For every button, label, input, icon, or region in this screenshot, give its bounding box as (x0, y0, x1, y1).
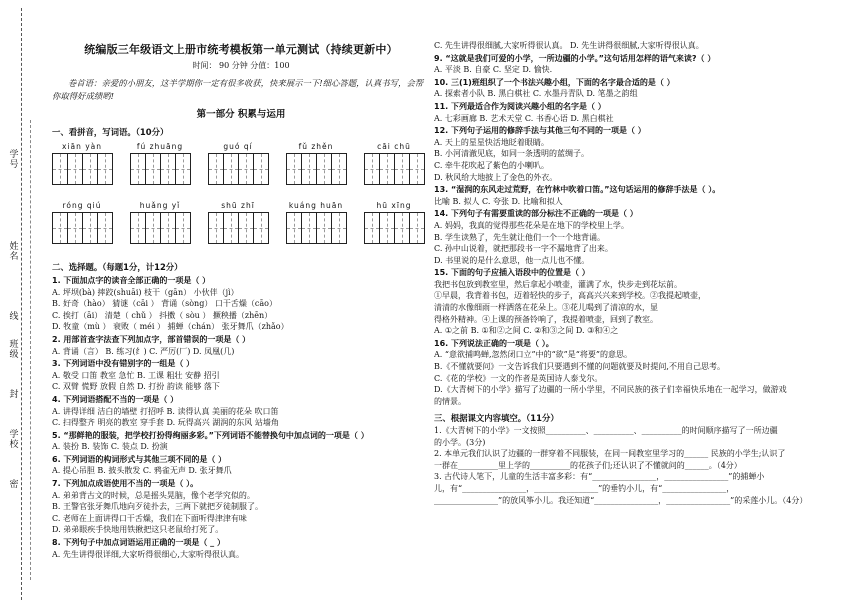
pinyin-text: shū zhī (221, 201, 255, 211)
answer-line: A. “意欲捕鸣蝉,忽然闭口立”中的“欲”是“将要”的意思。 (434, 350, 632, 360)
field-line (30, 120, 31, 580)
writing-box[interactable] (301, 212, 317, 244)
page-title: 统编版三年级语文上册市统考模板第一单元测试（持续更新中） (84, 43, 398, 56)
section-1-heading: 一、看拼音，写词语。（10分） (52, 126, 169, 137)
pinyin-group (364, 141, 424, 185)
writing-box[interactable] (379, 153, 395, 185)
binding-margin (0, 0, 48, 608)
writing-box[interactable] (145, 153, 161, 185)
pinyin-row-2 (52, 200, 430, 256)
writing-box[interactable] (208, 153, 224, 185)
answer-line: 3. 古代诗人笔下，儿童的生活丰富多彩：有“________________，________________”的捕蝉小 (434, 472, 765, 482)
writing-box[interactable] (364, 212, 380, 244)
question-stem: 7. 下列加点成语使用不当的一项是（ ）。 (52, 479, 199, 489)
answer-line: 的小学。(3分) (434, 437, 486, 447)
cut-line (21, 8, 22, 600)
writing-box[interactable] (67, 153, 83, 185)
writing-box[interactable] (238, 212, 254, 244)
answer-line: D. 书里说的是什么意思，他一点儿也不懂。 (434, 255, 590, 265)
answer-line: C. 牵牛花吹起了紫色的小喇叭。 (434, 160, 549, 170)
pinyin-text: guó qí (223, 142, 253, 152)
intro-text: 卷首语：亲爱的小朋友，这半学期你一定有很多收获，快来展示一下!细心答题，认真书写，会帮你取得好成绩哟! (52, 78, 424, 102)
answer-line: C. 扫得整齐 明亮的教室 穿手套 D. 玩得高兴 湖润的东风 站墙角 (52, 418, 279, 428)
answer-line: D.《大青树下的小学》描写了边疆的一所小学里，不同民族的孩子们幸福快乐地在一起学习，做游戏 (434, 385, 787, 395)
writing-box[interactable] (82, 153, 98, 185)
answer-line: D. 牧童（mù ） 衰败（ méi ） 捕蝉（chán） 张牙舞爪（zhǎo） (52, 322, 289, 332)
writing-box[interactable] (52, 153, 68, 185)
answer-line: C. 先生讲得很细腻,大家听得很认真。 D. 先生讲得很细腻,大家听得很认真。 (434, 41, 704, 50)
answer-line: A. 讲得详细 洁白的墙壁 打招呼 B. 读得认真 美丽的花朵 吹口笛 (52, 406, 279, 416)
right-column (434, 0, 854, 608)
left-column (52, 0, 430, 608)
question-stem: 11. 下列最适合作为阅读兴趣小组的名字是（ ） (434, 101, 606, 111)
writing-box[interactable] (97, 212, 113, 244)
answer-line: B. 好奇（hào） 猜谜（cāi ） 背诵（sòng） 口干舌燥（cāo） (52, 299, 277, 309)
writing-box[interactable] (331, 212, 347, 244)
question-stem: 16. 下列说法正确的一项是（ ）。 (434, 338, 554, 348)
pinyin-group (364, 200, 424, 244)
writing-box[interactable] (253, 153, 269, 185)
exam-meta: 时间： 90 分钟 分值：100 (192, 60, 290, 70)
section-2-heading: 二、选择题。（每题1分，计12分） (52, 262, 183, 273)
pinyin-group (130, 141, 190, 185)
answer-line: A. 弟弟背古文的时候，总是摇头晃脑，像个老学究似的。 (52, 490, 255, 500)
question-stem: 12. 下列句子运用的修辞手法与其他三句不同的一项是（ ） (434, 126, 646, 136)
cut-mark-feng: 封 (9, 390, 19, 400)
answer-line: A. 装扮 B. 装饰 C. 装点 D. 扮演 (52, 442, 168, 452)
question-stem: 3. 下列词语中没有错别字的一组是（ ） (52, 359, 195, 369)
answer-line: ________________”的放风筝小儿。我还知道“________________，________________”的采莲小儿。（4分） (434, 495, 808, 505)
writing-box[interactable] (130, 212, 146, 244)
margin-label-banji: 班级 (9, 340, 19, 360)
answer-line: D. 秋风给大地披上了金色的外衣。 (434, 172, 558, 182)
writing-box[interactable] (175, 153, 191, 185)
answer-line: 1.《大青树下的小学》一文按照__________、__________、__________的时间顺序描写了一所边疆 (434, 426, 778, 435)
answer-line: ①早晨，我背着书包，迈着轻快的步子，高高兴兴来到学校。②我提起喷壶， (434, 291, 706, 301)
answer-line: A. 妈妈，我真的觉得那些花朵是在地下的学校里上学。 (434, 220, 629, 230)
writing-box[interactable] (97, 153, 113, 185)
answer-line: 的情景。 (434, 396, 466, 406)
writing-box[interactable] (316, 212, 332, 244)
writing-box[interactable] (160, 153, 176, 185)
answer-line: C. 双臂 慌野 放假 自然 D. 打扮 韵读 能够 落下 (52, 382, 220, 392)
writing-box[interactable] (409, 212, 425, 244)
pinyin-group (208, 200, 268, 244)
answer-line: C. 老师在上面讲得口干舌燥，我们在下面听得津津有味 (52, 513, 247, 523)
writing-box[interactable] (331, 153, 347, 185)
right-question-list (434, 40, 854, 506)
question-stem: 9. “这就是我们可爱的小学，一所边疆的小学。”这句话用怎样的语气来读?（ ） (434, 53, 716, 63)
answer-line: A. ①之前 B. ①和②之间 C. ②和③之间 D. ③和④之 (434, 326, 619, 336)
cut-mark-xian: 线 (9, 312, 19, 322)
answer-line: B. 小河清澈见底，如同一条透明的蓝绸子。 (434, 149, 589, 159)
question-stem: 8. 下列句子中加点词语运用正确的一项是（ _ ） (52, 538, 225, 548)
pinyin-text: fú zhuāng (136, 142, 184, 152)
writing-box[interactable] (145, 212, 161, 244)
margin-label-xuehao: 学号 (9, 150, 19, 170)
writing-box[interactable] (364, 153, 380, 185)
answer-line: A. 提心吊胆 B. 披头散发 C. 鸦雀无声 D. 张牙舞爪 (52, 466, 232, 476)
answer-line: A. 坪坝(bà) 摔跤(shuāi) 枝干（gān） 小伙伴（jì） (52, 287, 239, 297)
question-stem: 13. “湿润的东风走过荒野，在竹林中吹着口笛。”这句话运用的修辞手法是（ ）。 (434, 185, 721, 195)
writing-box[interactable] (223, 153, 239, 185)
question-stem: 14. 下列句子有需要重读的部分标注不正确的一项是（ ） (434, 209, 638, 219)
section-heading: 三、根据课文内容填空。（11分） (434, 413, 559, 424)
answer-line: 清清的水像细雨一样洒落在花朵上。③花儿喝到了清凉的水，显 (434, 303, 658, 313)
margin-label-xingming: 姓名 (9, 242, 19, 262)
writing-box[interactable] (253, 212, 269, 244)
writing-box[interactable] (160, 212, 176, 244)
pinyin-text: róng qiú (62, 201, 102, 211)
writing-box[interactable] (223, 212, 239, 244)
pinyin-text: hū xīng (376, 201, 412, 211)
pinyin-group (52, 141, 112, 185)
writing-box[interactable] (379, 212, 395, 244)
answer-line: B. 学生读熟了，先生就让他们一个一个地背诵。 (434, 232, 605, 242)
answer-line: C. 挨打（āi） 清楚（ chǔ ） 抖擞（ sòu ） 撅秧播（zhēn） (52, 310, 273, 320)
writing-box[interactable] (301, 153, 317, 185)
answer-line: C. 孙中山说着，就把那段书一字不漏地背了出来。 (434, 244, 613, 254)
pinyin-text: cāi chū (377, 142, 411, 152)
writing-box[interactable] (286, 212, 302, 244)
writing-box[interactable] (316, 153, 332, 185)
pinyin-text: huǎng yǐ (139, 201, 181, 211)
answer-line: A. 先生讲得很详细,大家听得很细心,大家听得很认真。 (52, 549, 244, 559)
pinyin-group (130, 200, 190, 244)
answer-line: C.《花的学校》一文的作者是英国诗人泰戈尔。 (434, 373, 603, 383)
writing-box[interactable] (208, 212, 224, 244)
margin-label-xuexiao: 学校 (9, 430, 19, 450)
question-stem: 15. 下面的句子应插入语段中的位置是（ ） (434, 268, 590, 278)
question-stem: 1. 下面加点字的读音全部正确的一项是（ ） (52, 275, 211, 285)
writing-box[interactable] (286, 153, 302, 185)
cut-mark-mi: 密 (9, 480, 19, 490)
answer-line: B. 王警官张牙舞爪地向歹徒扑去，三两下就把歹徒制服了。 (52, 502, 263, 512)
writing-box[interactable] (175, 212, 191, 244)
question-stem: 4. 下列词语搭配不当的一项是（ ） (52, 394, 179, 404)
answer-line: A. 七彩画廊 B. 艺术天堂 C. 书香心语 D. 黑白棋社 (434, 113, 614, 123)
pinyin-text: fǔ zhěn (298, 142, 334, 152)
answer-line: 2. 本单元我们认识了边疆的一群穿着不同服装，在同一间教室里学习的______ 民族的小学生;认识了 (434, 449, 786, 459)
question-stem: 10. 三(1)班组织了一个书法兴趣小组，下面的名字最合适的是（ ） (434, 77, 675, 87)
answer-line: D. 弟弟眼疾手快地用铁揪把这只老鼠给打死了。 (52, 525, 224, 535)
pinyin-group (286, 200, 346, 244)
writing-box[interactable] (238, 153, 254, 185)
answer-line: A. 背诵（言） B. 练习(纟) C. 严厉(厂) D. 凤凰(几) (52, 346, 235, 356)
question-stem: 2. 用部首查字法查下列加点字，部首错误的一项是（ ） (52, 334, 251, 344)
answer-line: 儿，有“________________，________________”的垂钓小儿，有“________________， (434, 483, 735, 493)
answer-line: A. 探索者小队 B. 黑白棋社 C. 水墨丹青队 D. 笔墨之韵组 (434, 89, 638, 99)
left-question-list (52, 275, 430, 560)
pinyin-group (208, 141, 268, 185)
pinyin-group (286, 141, 346, 185)
question-stem: 6. 下列词语的构词形式与其他三项不同的是（ ） (52, 454, 227, 464)
writing-box[interactable] (409, 153, 425, 185)
part-heading: 第一部分 积累与运用 (196, 109, 286, 121)
pinyin-text: xiān yàn (61, 142, 103, 152)
answer-line: A. 天上的星星快活地眨着眼睛。 (434, 137, 549, 147)
answer-line: 我把书包放到教室里，然后拿起小喷壶，灌满了水，快步走到花坛前。 (434, 279, 682, 289)
answer-line: 得格外精神。④上课的预备铃响了，我提着喷壶，回到了教室。 (434, 314, 658, 324)
writing-box[interactable] (130, 153, 146, 185)
answer-line: B.《不懂就要问》一文告诉我们只要遇到不懂的问题就要及时提问,不用自己思考。 (434, 362, 725, 372)
writing-box[interactable] (394, 153, 410, 185)
answer-line: 比喻 B. 拟人 C. 夸张 D. 比喻和拟人 (434, 196, 563, 206)
writing-box[interactable] (52, 212, 68, 244)
writing-box[interactable] (394, 212, 410, 244)
answer-line: 一群在__________里上学的__________的花孩子们;还认识了不懂就问的______。（4分） (434, 460, 742, 470)
pinyin-text: kuáng huān (288, 201, 344, 211)
answer-line: A. 平淡 B. 自豪 C. 坚定 D. 愉快. (434, 65, 553, 75)
pinyin-group (52, 200, 112, 244)
writing-box[interactable] (67, 212, 83, 244)
writing-box[interactable] (82, 212, 98, 244)
question-stem: 5. “那鲜艳的服装，把学校打扮得绚丽多彩。”下列词语不能替换句中加点词的一项是（ ） (52, 430, 369, 440)
answer-line: A. 敬受 口笛 教室 急忙 B. 工课 粗壮 安静 招引 (52, 370, 220, 380)
pinyin-row-1 (52, 141, 430, 197)
